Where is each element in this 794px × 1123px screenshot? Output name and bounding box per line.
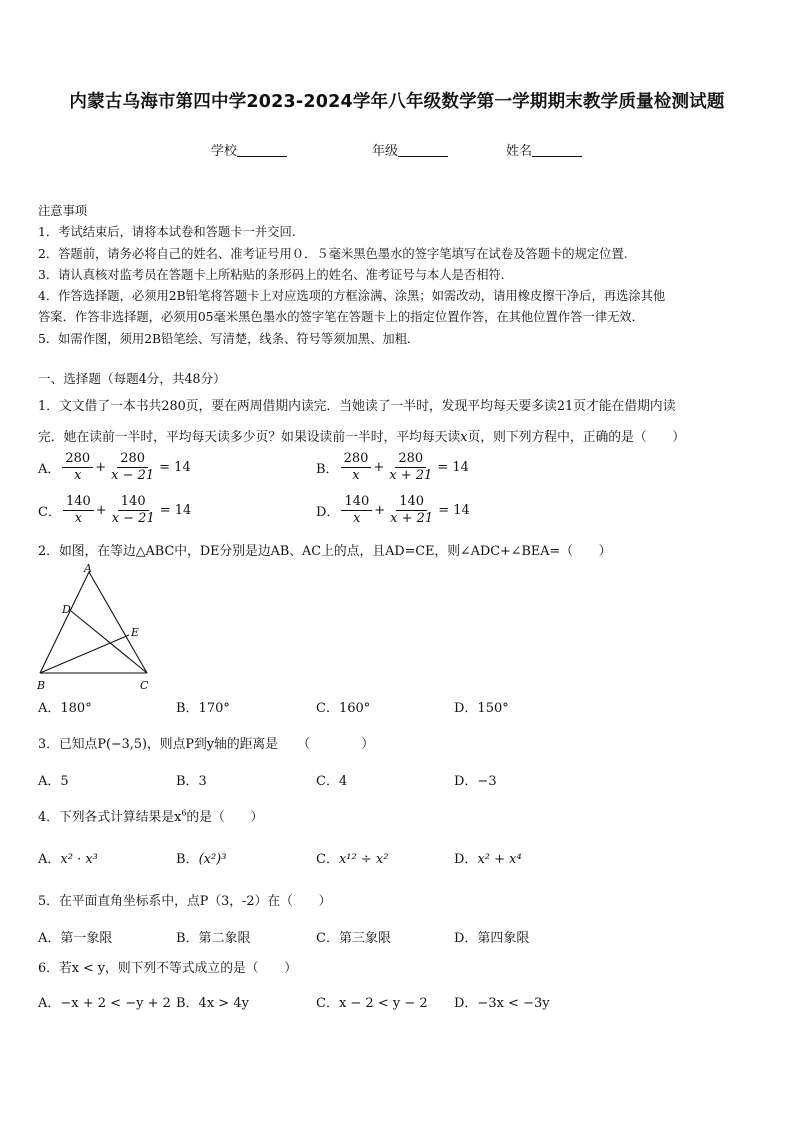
grade-blank[interactable] (398, 144, 448, 157)
segment-be (40, 635, 129, 673)
label-e: E (131, 626, 140, 639)
label-b: B (37, 679, 46, 692)
question-4-text: 4．下列各式计算结果是$x^6$的是（ ） (38, 808, 264, 825)
section-heading: 一、选择题（每题4分，共48分） (38, 371, 226, 386)
q3-option-b[interactable]: B．3 (176, 774, 207, 789)
q5-option-b[interactable]: B．第二象限 (176, 931, 251, 946)
edge-ac (89, 572, 147, 673)
segment-dc (71, 611, 147, 673)
q4-option-d[interactable]: D．x² + x⁴ (454, 852, 522, 867)
q1-option-b[interactable]: B． $\frac{280}{x}$ + $\frac{280}{x + 21}$ = 14 (316, 451, 469, 483)
q2-option-d[interactable]: D．150° (454, 701, 509, 716)
grade-field[interactable] (372, 140, 448, 159)
edge-ab (40, 572, 89, 673)
notice-item-4: 4．作答选择题，必须用2B铅笔将答题卡上对应选项的方框涂满、涂黑；如需改动，请用橡皮擦干净后，再选涂其他 (38, 289, 666, 304)
q2-option-b[interactable]: B．170° (176, 701, 230, 716)
triangle-figure (34, 562, 164, 694)
q3-option-a[interactable]: A．5 (38, 774, 69, 789)
school-blank[interactable] (237, 144, 287, 157)
question-1-line-1: 1．文文借了一本书共280页，要在两周借期内读完．当她读了一半时，发现平均每天要多读21页才能在借期内读 (38, 399, 676, 414)
q3-option-c[interactable]: C．4 (316, 774, 348, 789)
notice-heading: 注意事项 (38, 204, 88, 218)
q5-option-d[interactable]: D．第四象限 (454, 931, 530, 946)
question-6-text: 6．若x < y，则下列不等式成立的是（ ） (38, 961, 297, 976)
q1-option-a[interactable]: A． $\frac{280}{x}$ + $\frac{280}{x - 21}$ = 14 (38, 451, 191, 483)
notice-item-2: 2．答题前，请务必将自己的姓名、准考证号用０．５毫米黑色墨水的签字笔填写在试卷及答题卡的规定位置. (38, 246, 628, 261)
q2-option-c[interactable]: C．160° (316, 701, 371, 716)
question-1-line-2b: 页，则下列方程中，正确的是（ ） (467, 430, 686, 445)
grade-label: 年级 (372, 144, 399, 159)
question-3-text: 3．已知点P(−3,5)，则点P到y轴的距离是 （ ） (38, 737, 374, 752)
q5-option-a[interactable]: A．第一象限 (38, 931, 113, 946)
q6-option-a[interactable]: A．−x + 2 < −y + 2 (38, 996, 171, 1011)
q6-option-d[interactable]: D．−3x < −3y (454, 996, 550, 1011)
q6-option-c[interactable]: C．x − 2 < y − 2 (316, 996, 428, 1011)
notice-item-5: 5．如需作图，须用2B铅笔绘、写清楚，线条、符号等须加黑、加粗． (38, 331, 420, 346)
notice-item-3: 3．请认真核对监考员在答题卡上所粘贴的条形码上的姓名、准考证号与本人是否相符. (38, 267, 505, 282)
question-1-line-2a: 完．她在读前一半时，平均每天读多少页？如果设读前一半时，平均每天读 (38, 430, 461, 445)
q6-option-b[interactable]: B．4x > 4y (176, 996, 249, 1011)
notice-item-4-cont: 答案．作答非选择题，必须用05毫米黑色墨水的签字笔在答题卡上的指定位置作答，在其他位置作答一律无效． (38, 310, 644, 325)
label-d: D (62, 603, 71, 616)
school-label: 学校 (211, 144, 238, 159)
label-a: A (84, 562, 92, 575)
q4-option-b[interactable]: B．(x²)³ (176, 852, 227, 867)
question-1-line-2 (38, 426, 685, 445)
q1-option-c[interactable]: C． $\frac{140}{x}$ + $\frac{140}{x - 21}$ = 14 (38, 494, 192, 526)
name-label: 姓名 (506, 144, 533, 159)
name-blank[interactable] (532, 144, 582, 157)
q5-option-c[interactable]: C．第三象限 (316, 931, 391, 946)
question-1-variable: x (460, 430, 468, 445)
q3-option-d[interactable]: D．−3 (454, 774, 497, 789)
notice-block (38, 201, 758, 350)
exam-title: 内蒙古乌海市第四中学2023-2024学年八年级数学第一学期期末教学质量检测试题 (69, 92, 725, 112)
q1-option-d[interactable]: D． $\frac{140}{x}$ + $\frac{140}{x + 21}$ = 14 (316, 494, 470, 526)
notice-item-1: 1．考试结束后，请将本试卷和答题卡一并交回. (38, 225, 296, 240)
q2-option-a[interactable]: A．180° (38, 701, 92, 716)
q4-option-a[interactable]: A．x² · x³ (38, 852, 98, 867)
question-2-text: 2．如图，在等边△ABC中，DE分别是边AB、AC上的点，且AD=CE，则∠ADC+∠BEA=（ ） (38, 544, 612, 559)
name-field[interactable] (506, 140, 582, 159)
question-5-text: 5．在平面直角坐标系中，点P（3，-2）在（ ） (38, 894, 332, 909)
label-c: C (140, 679, 149, 692)
q4-option-c[interactable]: C．x¹² ÷ x² (316, 852, 389, 867)
school-field[interactable] (211, 140, 287, 159)
